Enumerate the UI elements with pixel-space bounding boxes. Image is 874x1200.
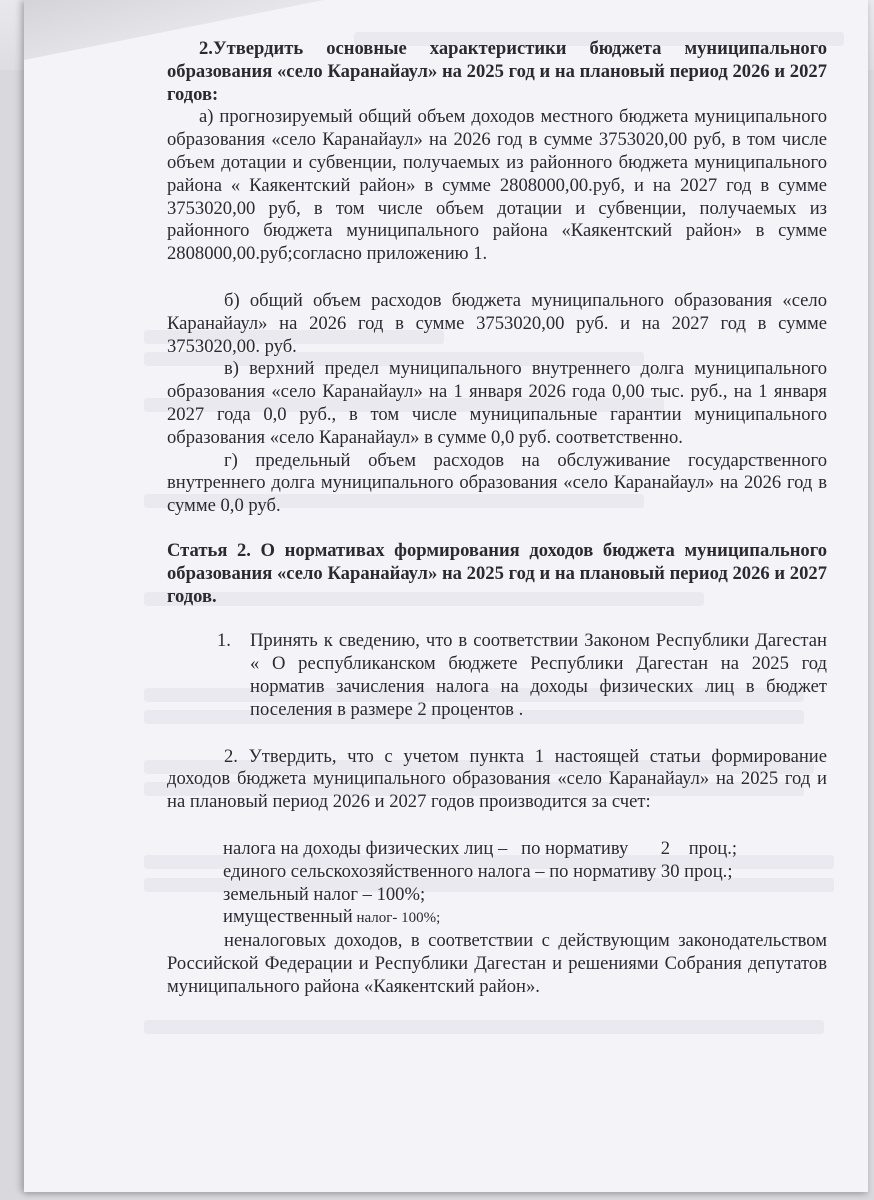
- item-a-projected-revenue: а) прогнозируемый общий объем доходов местного бюджета муниципального образования «село Каранайаул» на 2026 год в сумме 3753020,00 руб, в том числе объем дотации и субвенции, получаемых из районного бюджета муниципального района « Каякентский район» в сумме 2808000,00.руб, и на 2027 год в сумме 3753020,00 руб, в том числе объем дотации и субвенции, получаемых из районного бюджета муниципального района «Каякентский район» в сумме 2808000,00.руб;согласно приложению 1.: [167, 106, 827, 265]
- point-1-number: 1.: [217, 630, 231, 652]
- item-v-debt-limit: в) верхний предел муниципального внутреннего долга муниципального образования «село Каранайаул» на 1 января 2026 года 0,00 тыс. руб., на 1 января 2027 года 0,0 руб., в том числе муниципальные гарантии муниципального образования «село Каранайаул» в сумме 0,0 руб. соответственно.: [167, 358, 827, 448]
- property-tax-label: имущественный: [223, 906, 353, 928]
- point-2-text: 2. Утвердить, что с учетом пункта 1 настоящей статьи формирование доходов бюджета муниципального образования «село Каранайаул» на 2025 год и на плановый период 2026 и 2027 годов производится за счет:: [167, 745, 827, 813]
- document-page: [24, 0, 868, 1192]
- revenue-source-pit: налога на доходы физических лиц – по нормативу 2 проц.;: [223, 837, 738, 859]
- point-1-text: Принять к сведению, что в соответствии Законом Республики Дагестан « О республиканском бюджете Республики Дагестан на 2025 год норматив зачисления налога на доходы физических лиц в бюджет поселения в размере 2 процентов .: [250, 630, 827, 720]
- revenue-source-land-tax: земельный налог – 100%;: [223, 883, 426, 905]
- item-b-total-expenditure: б) общий объем расходов бюджета муниципального образования «село Каранайаул» на 2026 год в сумме 3753020,00 руб. и на 2027 год в сумме 3753020,00. руб.: [167, 289, 827, 357]
- item-g-debt-service-limit: г) предельный объем расходов на обслуживание государственного внутреннего долга муниципального образования «село Каранайаул» на 2026 год в сумме 0,0 руб.: [167, 449, 827, 517]
- revenue-source-agri-tax: единого сельскохозяйственного налога – по нормативу 30 проц.;: [223, 860, 733, 882]
- property-tax-rate: налог- 100%;: [352, 910, 441, 927]
- point-1: [217, 630, 827, 721]
- revenue-source-property-tax: [223, 906, 827, 930]
- document-body: [167, 38, 827, 998]
- revenue-source-non-tax: неналоговых доходов, в соответствии с действующим законодательством Российской Федерации и Республики Дагестан и решениями Собрания депутатов муниципального района «Каякентский район».: [167, 930, 827, 997]
- section-2-heading: 2.Утвердить основные характеристики бюджета муниципального образования «село Каранайаул» на 2025 год и на плановый период 2026 и 2027 годов:: [167, 38, 827, 105]
- article-2-heading: Статья 2. О нормативах формирования доходов бюджета муниципального образования «село Каранайаул» на 2025 год и на плановый период 2026 и 2027 годов.: [167, 539, 827, 607]
